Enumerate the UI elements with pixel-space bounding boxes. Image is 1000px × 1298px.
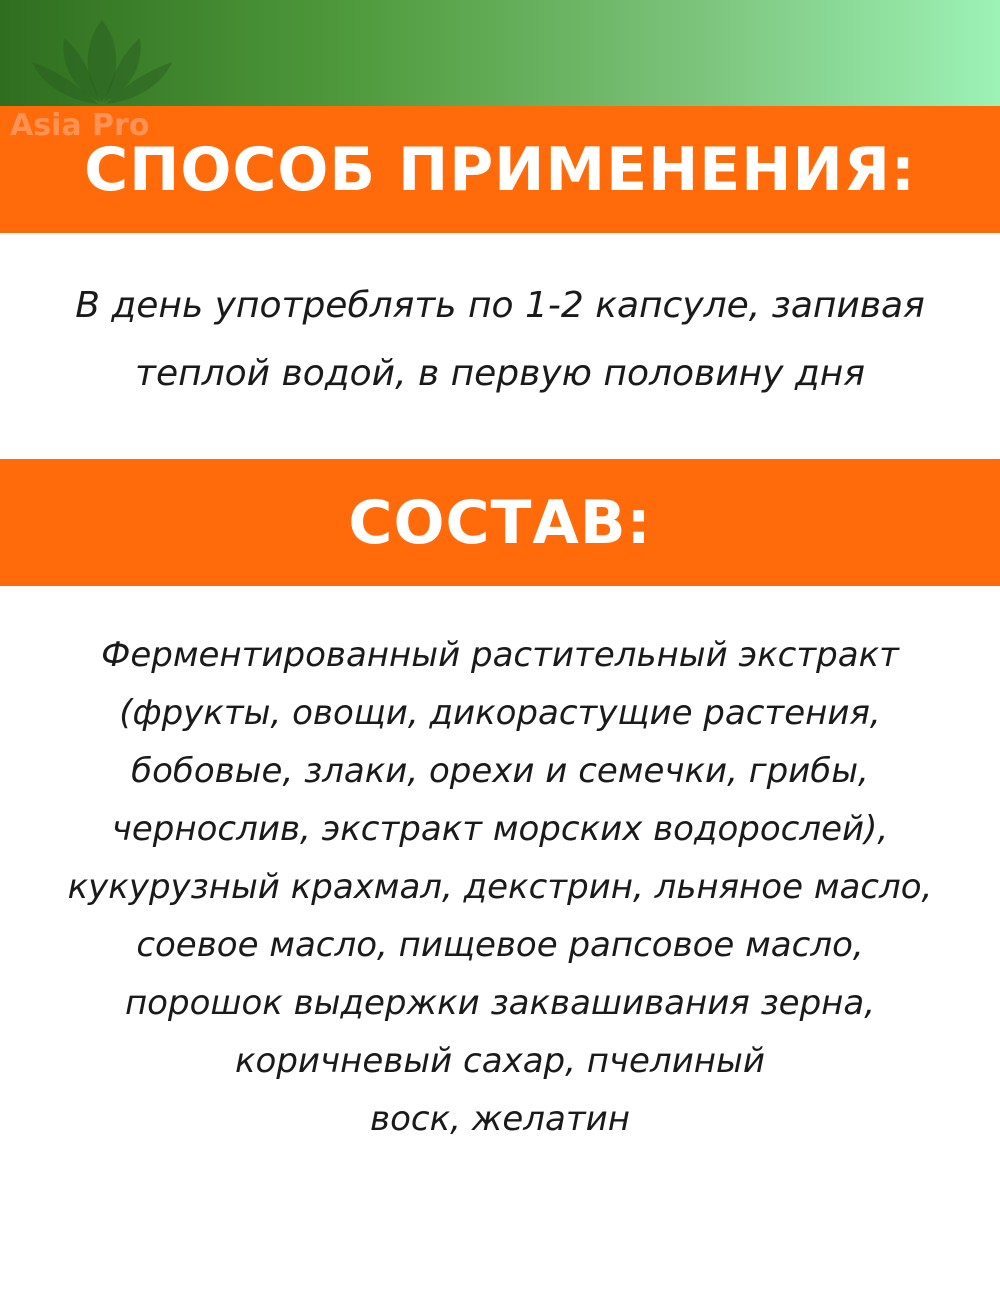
composition-heading: СОСТАВ: [348, 487, 652, 558]
composition-line: порошок выдержки заквашивания зерна, [124, 983, 876, 1023]
composition-line: воск, желатин [370, 1099, 630, 1139]
usage-heading: СПОСОБ ПРИМЕНЕНИЯ: [84, 134, 916, 205]
composition-line: коричневый сахар, пчелиный [235, 1041, 765, 1081]
brand-logo-text: Asia Pro [10, 108, 150, 143]
composition-line: кукурузный крахмал, декстрин, льняное масло, [67, 867, 933, 907]
composition-text [0, 626, 1000, 1148]
brand-logo [10, 10, 190, 143]
composition-line: чернослив, экстракт морских водорослей), [111, 809, 889, 849]
lotus-icon [22, 10, 182, 110]
usage-line: теплой водой, в первую половину дня [134, 353, 866, 394]
composition-line: соевое масло, пищевое рапсовое масло, [136, 925, 864, 965]
composition-heading-band [0, 459, 1000, 586]
composition-line: (фрукты, овощи, дикорастущие растения, [119, 693, 881, 733]
composition-line: Ферментированный растительный экстракт [101, 635, 899, 675]
usage-text [0, 272, 1000, 408]
composition-line: бобовые, злаки, орехи и семечки, грибы, [131, 751, 869, 791]
usage-line: В день употреблять по 1-2 капсуле, запивая [75, 285, 925, 326]
